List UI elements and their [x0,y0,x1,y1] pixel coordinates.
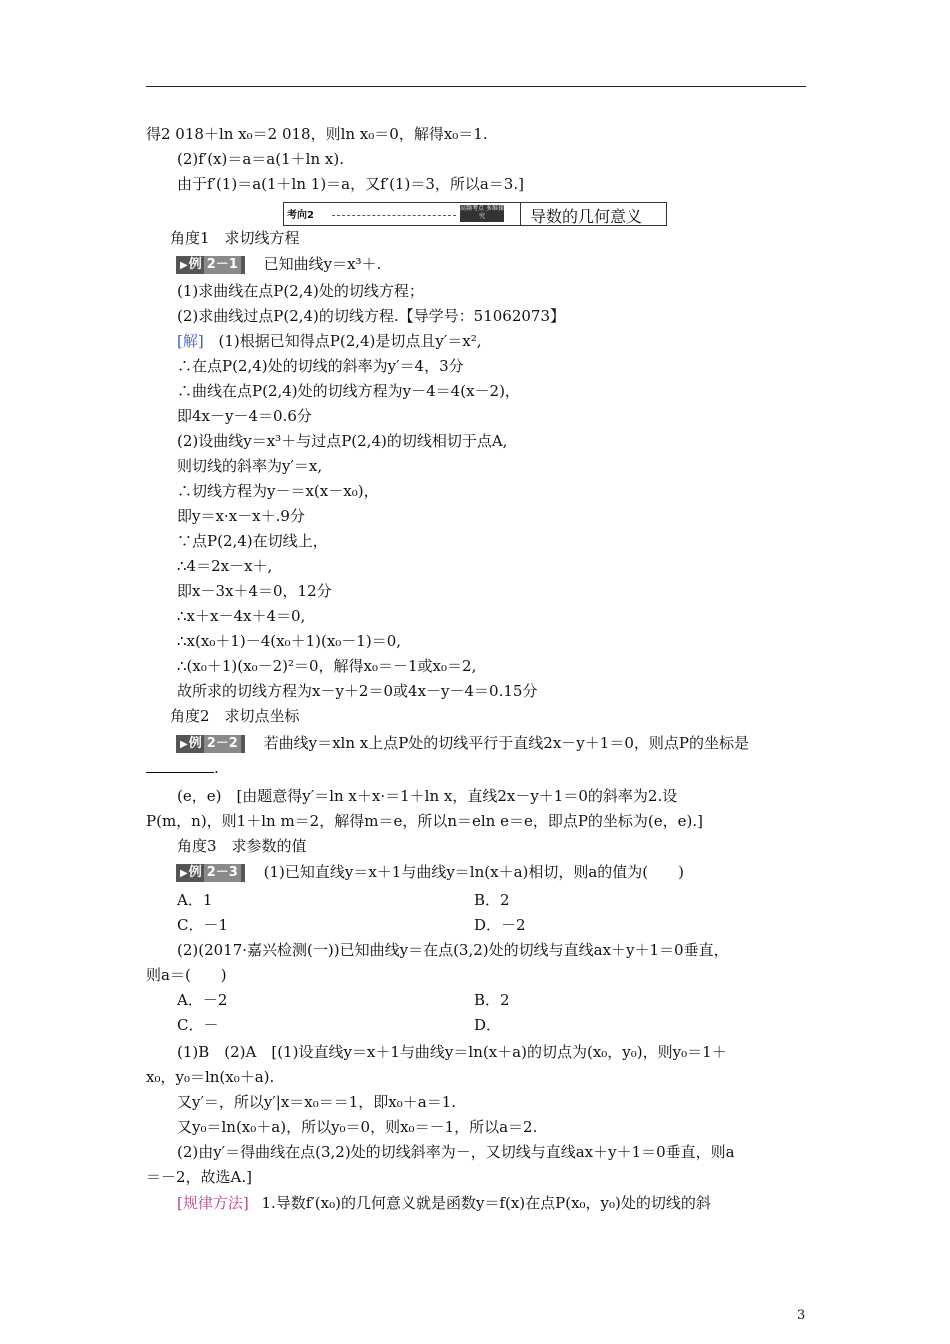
text-line: ∴曲线在点P(2,4)处的切线方程为y－4＝4(x－2)， [177,382,520,400]
text-line: ∴x＋x－4x＋4＝0, [177,607,306,625]
answer-blank [146,760,214,773]
text-line: (1)B (2)A [(1)设直线y＝x＋1与曲线y＝ln(x＋a)的切点为(x₀，y₀)，则y₀＝1＋ [177,1043,727,1061]
text-line: 又y₀＝ln(x₀＋a)，所以y₀＝0，则x₀＝－1，所以a＝2. [177,1118,538,1136]
text-line: 即4x－y－4＝0.6分 [177,407,312,425]
text-line: (1)求曲线在点P(2,4)处的切线方程； [177,282,424,300]
text-line: ∴(x₀＋1)(x₀－2)²＝0，解得x₀＝－1或x₀＝2, [177,657,477,675]
text-line: (e，e) [由题意得y′＝ln x＋x·＝1＋ln x，直线2x－y＋1＝0的斜率为2.设 [177,787,678,805]
option-a: A．1 [177,891,213,909]
text-line: 即y＝x·x－x＋.9分 [177,507,305,525]
angle-heading: 角度2 求切点坐标 [170,707,300,725]
example-badge: ▶例 2－1 [176,256,245,274]
text-line: (2)设曲线y＝x³＋与过点P(2,4)的切线相切于点A, [177,432,508,450]
text-line: 则a＝( ) [146,966,227,984]
example-2-2: ▶例 2－2 若曲线y＝xln x上点P处的切线平行于直线2x－y＋1＝0，则点P的坐标是 [176,733,749,753]
banner-tag: 考向2 [287,210,314,221]
example-2-1: ▶例 2－1 已知曲线y＝x³＋. [176,254,381,274]
example-badge: ▶例 2－2 [176,735,245,753]
option-c: C．－ [177,1016,219,1034]
option-b: B．2 [474,991,510,1009]
solution-tag: [解] [177,332,204,350]
angle-heading: 角度1 求切线方程 [170,229,300,247]
text-line: ∴切线方程为y－＝x(x－x₀)， [177,482,379,500]
text-line: (2)f′(x)＝a＝a(1＋ln x). [177,150,344,168]
banner-title: 导数的几何意义 [530,207,643,226]
header-rule [146,86,806,87]
rule-method-tag: [规律方法] [177,1194,249,1212]
example-2-3: ▶例 2－3 (1)已知直线y＝x＋1与曲线y＝ln(x＋a)相切，则a的值为( ) [176,862,684,882]
option-a: A．－2 [177,991,228,1009]
text-line: (2)(2017·嘉兴检测(一))已知曲线y＝在点(3,2)处的切线与直线ax＋y＋1＝0垂直， [177,941,729,959]
text-line: ∴在点P(2,4)处的切线的斜率为y′＝4，3分 [177,357,464,375]
text-line: x₀，y₀＝ln(x₀＋a). [146,1068,275,1086]
rule-method-line: [规律方法] 1.导数f′(x₀)的几何意义就是函数y＝f(x)在点P(x₀，y₀)处的切线的斜 [177,1194,711,1212]
example-badge: ▶例 2－3 [176,864,245,882]
text-line: 故所求的切线方程为x－y＋2＝0或4x－y－4＝0.15分 [177,682,538,700]
answer-blank-line: . [146,758,219,778]
text-line: 由于f′(1)＝a(1＋ln 1)＝a，又f′(1)＝3，所以a＝3.] [177,175,524,193]
text-line: (2)由y′＝得曲线在点(3,2)处的切线斜率为－，又切线与直线ax＋y＋1＝0垂直，则a [177,1143,735,1161]
option-b: B．2 [474,891,510,909]
text-line: 又y′＝，所以y′|x＝x₀＝＝1，即x₀＋a＝1. [177,1093,457,1111]
banner-mini-label: 高频考点 多维探究 [460,205,504,220]
text-line: ∴4＝2x－x＋, [177,557,273,575]
text-line: ∴x(x₀＋1)－4(x₀＋1)(x₀－1)＝0, [177,632,402,650]
option-d: D．－2 [474,916,526,934]
solution-line: [解] (1)根据已知得点P(2,4)是切点且y′＝x², [177,332,482,350]
text-line: (2)求曲线过点P(2,4)的切线方程.【导学号：51062073】 [177,307,566,325]
option-d: D． [474,1016,502,1034]
text-line: P(m，n)，则1＋ln m＝2，解得m＝e，所以n＝eln e＝e，即点P的坐标为(e，e).] [146,812,704,830]
angle-heading: 角度3 求参数的值 [177,837,307,855]
text-line: ∵点P(2,4)在切线上， [177,532,328,550]
option-c: C．－1 [177,916,229,934]
text-line: 则切线的斜率为y′＝x, [177,457,323,475]
page-number: 3 [797,1308,806,1323]
text-line: 即x－3x＋4＝0，12分 [177,582,332,600]
text-line: ＝－2，故选A.] [146,1168,252,1186]
section-banner [283,202,667,226]
text-line: 得2 018＋ln x₀＝2 018，则ln x₀＝0，解得x₀＝1. [146,125,488,143]
